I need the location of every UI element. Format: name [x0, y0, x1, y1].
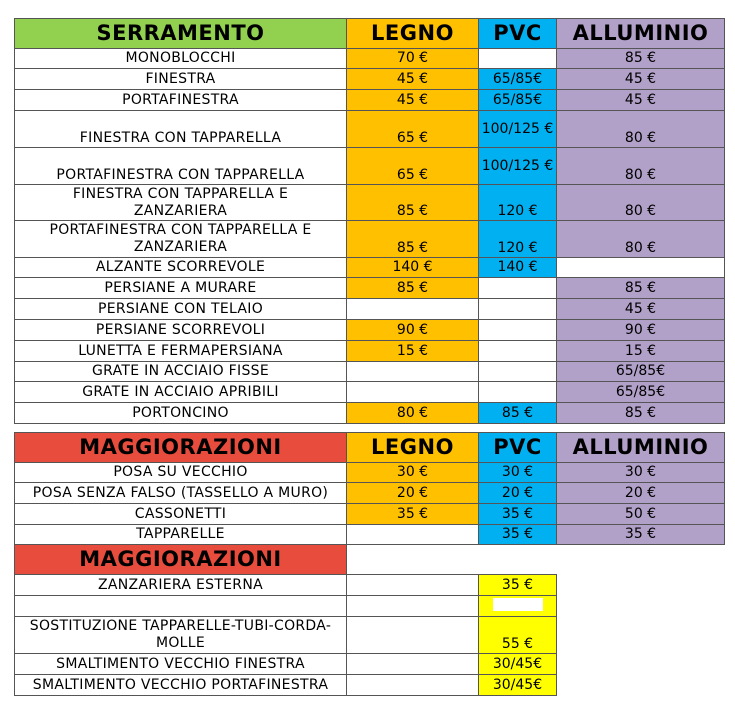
row-label: SMALTIMENTO VECCHIO PORTAFINESTRA	[15, 675, 347, 696]
table-row	[15, 382, 725, 403]
table-row	[15, 221, 725, 258]
alluminio-price: 35 €	[557, 525, 725, 545]
pvc-price: 100/125 €	[479, 148, 557, 185]
row-label: GRATE IN ACCIAIO APRIBILI	[15, 382, 347, 403]
row-label: LUNETTA E FERMAPERSIANA	[15, 341, 347, 362]
table-row	[15, 185, 725, 221]
pvc-price: 120 €	[479, 221, 557, 258]
table-row	[15, 596, 557, 617]
table-row	[15, 504, 725, 525]
row-label: MONOBLOCCHI	[15, 49, 347, 69]
header-legno: LEGNO	[347, 433, 479, 463]
legno-price: 70 €	[347, 49, 479, 69]
alluminio-price: 80 €	[557, 185, 725, 221]
row-label: FINESTRA CON TAPPARELLA E ZANZARIERA	[15, 185, 347, 221]
row-label: PORTAFINESTRA CON TAPPARELLA E ZANZARIERA	[15, 221, 347, 258]
table-row	[15, 617, 557, 654]
alluminio-price: 85 €	[557, 278, 725, 299]
row-label: POSA SENZA FALSO (TASSELLO A MURO)	[15, 483, 347, 504]
alluminio-price: 65/85€	[557, 362, 725, 382]
alluminio-price: 90 €	[557, 320, 725, 341]
alluminio-price: 45 €	[557, 90, 725, 111]
legno-price	[347, 382, 479, 403]
header-serramento: SERRAMENTO	[15, 19, 347, 49]
pvc-price: 65/85€	[479, 69, 557, 90]
pvc-price	[479, 299, 557, 320]
row-label: PERSIANE A MURARE	[15, 278, 347, 299]
row-label: FINESTRA	[15, 69, 347, 90]
legno-price: 85 €	[347, 185, 479, 221]
pvc-price: 20 €	[479, 483, 557, 504]
table-header-row	[15, 19, 725, 49]
table-row	[15, 525, 725, 545]
header-pvc: PVC	[479, 19, 557, 49]
extra-price: 55 €	[479, 617, 557, 654]
row-label: SMALTIMENTO VECCHIO FINESTRA	[15, 654, 347, 675]
pvc-price	[479, 49, 557, 69]
legno-price: 85 €	[347, 221, 479, 258]
extra-price-empty	[479, 596, 557, 617]
header-alluminio: ALLUMINIO	[557, 433, 725, 463]
table-row	[15, 575, 557, 596]
maggiorazioni-price-table	[14, 432, 725, 545]
table-row	[15, 111, 725, 148]
alluminio-price: 15 €	[557, 341, 725, 362]
table-header-row	[15, 545, 557, 575]
row-label: PERSIANE CON TELAIO	[15, 299, 347, 320]
legno-price: 15 €	[347, 341, 479, 362]
legno-price	[347, 299, 479, 320]
row-label: CASSONETTI	[15, 504, 347, 525]
legno-price: 65 €	[347, 111, 479, 148]
legno-price: 45 €	[347, 90, 479, 111]
header-legno: LEGNO	[347, 19, 479, 49]
row-label: GRATE IN ACCIAIO FISSE	[15, 362, 347, 382]
pvc-price: 35 €	[479, 525, 557, 545]
legno-price	[347, 362, 479, 382]
row-label: TAPPARELLE	[15, 525, 347, 545]
pvc-price: 35 €	[479, 504, 557, 525]
extra-price: 30/45€	[479, 675, 557, 696]
alluminio-price: 80 €	[557, 221, 725, 258]
header-pvc: PVC	[479, 433, 557, 463]
legno-price: 90 €	[347, 320, 479, 341]
row-label: POSA SU VECCHIO	[15, 463, 347, 483]
legno-price: 35 €	[347, 504, 479, 525]
table-row	[15, 341, 725, 362]
row-label: SOSTITUZIONE TAPPARELLE-TUBI-CORDA-MOLLE	[15, 617, 347, 654]
blank-box	[493, 598, 543, 611]
row-label	[15, 596, 347, 617]
legno-price: 20 €	[347, 483, 479, 504]
alluminio-price: 45 €	[557, 69, 725, 90]
table-row	[15, 654, 557, 675]
pvc-price: 65/85€	[479, 90, 557, 111]
pvc-price	[479, 341, 557, 362]
row-label: FINESTRA CON TAPPARELLA	[15, 111, 347, 148]
legno-price: 85 €	[347, 278, 479, 299]
extra-price: 35 €	[479, 575, 557, 596]
alluminio-price: 85 €	[557, 403, 725, 424]
table-header-row	[15, 433, 725, 463]
table-row	[15, 258, 725, 278]
table-row	[15, 483, 725, 504]
header-maggiorazioni: MAGGIORAZIONI	[15, 433, 347, 463]
row-label: ALZANTE SCORREVOLE	[15, 258, 347, 278]
alluminio-price	[557, 258, 725, 278]
pvc-price	[479, 362, 557, 382]
pvc-price	[479, 382, 557, 403]
row-label: ZANZARIERA ESTERNA	[15, 575, 347, 596]
row-label: PORTAFINESTRA	[15, 90, 347, 111]
table-row	[15, 362, 725, 382]
pvc-price: 30 €	[479, 463, 557, 483]
legno-price	[347, 525, 479, 545]
table-row	[15, 278, 725, 299]
pvc-price	[479, 320, 557, 341]
legno-price: 140 €	[347, 258, 479, 278]
legno-price: 80 €	[347, 403, 479, 424]
alluminio-price: 65/85€	[557, 382, 725, 403]
table-row	[15, 49, 725, 69]
header-alluminio: ALLUMINIO	[557, 19, 725, 49]
alluminio-price: 85 €	[557, 49, 725, 69]
alluminio-price: 80 €	[557, 148, 725, 185]
alluminio-price: 50 €	[557, 504, 725, 525]
legno-price: 30 €	[347, 463, 479, 483]
table-row	[15, 463, 725, 483]
table-row	[15, 403, 725, 424]
table-row	[15, 90, 725, 111]
alluminio-price: 30 €	[557, 463, 725, 483]
row-label: PERSIANE SCORREVOLI	[15, 320, 347, 341]
alluminio-price: 45 €	[557, 299, 725, 320]
legno-price: 45 €	[347, 69, 479, 90]
row-label: PORTONCINO	[15, 403, 347, 424]
table-row	[15, 320, 725, 341]
row-label: PORTAFINESTRA CON TAPPARELLA	[15, 148, 347, 185]
serramento-price-table	[14, 18, 725, 424]
header-maggiorazioni-extra: MAGGIORAZIONI	[15, 545, 347, 575]
extra-price: 30/45€	[479, 654, 557, 675]
extra-maggiorazioni-table	[14, 544, 557, 696]
pvc-price: 100/125 €	[479, 111, 557, 148]
alluminio-price: 80 €	[557, 111, 725, 148]
table-row	[15, 299, 725, 320]
table-row	[15, 675, 557, 696]
pvc-price	[479, 278, 557, 299]
pvc-price: 140 €	[479, 258, 557, 278]
pvc-price: 85 €	[479, 403, 557, 424]
table-row	[15, 148, 725, 185]
table-row	[15, 69, 725, 90]
legno-price: 65 €	[347, 148, 479, 185]
pvc-price: 120 €	[479, 185, 557, 221]
alluminio-price: 20 €	[557, 483, 725, 504]
